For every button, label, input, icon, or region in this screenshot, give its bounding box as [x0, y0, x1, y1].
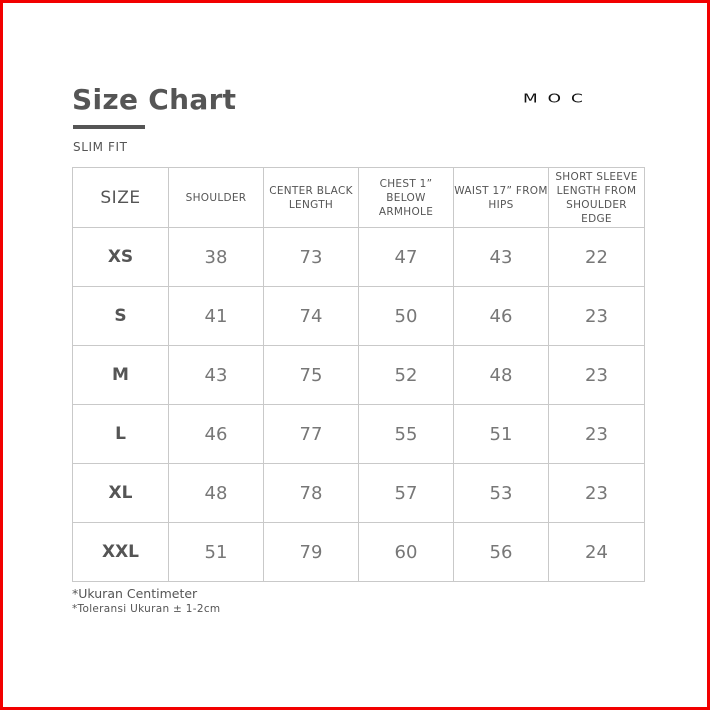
table-cell: 55: [359, 405, 454, 464]
table-cell: 43: [454, 228, 549, 287]
table-row: [73, 464, 645, 523]
table-cell: 48: [454, 346, 549, 405]
title-underline: [73, 125, 145, 129]
table-cell: 77: [264, 405, 359, 464]
table-cell: 47: [359, 228, 454, 287]
table-cell: 52: [359, 346, 454, 405]
column-header-chest: CHEST 1” BELOW ARMHOLE: [359, 168, 454, 228]
table-header-row: [73, 168, 645, 228]
table-row: [73, 523, 645, 582]
table-cell: 51: [454, 405, 549, 464]
size-label: XS: [73, 228, 169, 287]
size-label: L: [73, 405, 169, 464]
table-cell: 23: [549, 405, 645, 464]
size-table: [72, 167, 645, 582]
column-header-center-back-length: CENTER BLACK LENGTH: [264, 168, 359, 228]
table-cell: 46: [454, 287, 549, 346]
table-cell: 24: [549, 523, 645, 582]
table-cell: 46: [169, 405, 264, 464]
brand-logo: MOC: [523, 91, 593, 106]
page-title: Size Chart: [72, 83, 237, 116]
table-row: [73, 228, 645, 287]
table-cell: 75: [264, 346, 359, 405]
table-cell: 38: [169, 228, 264, 287]
fit-subtitle: SLIM FIT: [73, 140, 128, 154]
table-cell: 56: [454, 523, 549, 582]
table-cell: 50: [359, 287, 454, 346]
size-label: XL: [73, 464, 169, 523]
table-cell: 78: [264, 464, 359, 523]
table-cell: 79: [264, 523, 359, 582]
column-header-sleeve-length: SHORT SLEEVE LENGTH FROM SHOULDER EDGE: [549, 168, 645, 228]
column-header-size: SIZE: [73, 168, 169, 228]
size-label: XXL: [73, 523, 169, 582]
table-row: [73, 346, 645, 405]
tolerance-note: *Toleransi Ukuran ± 1-2cm: [72, 603, 221, 615]
table-row: [73, 405, 645, 464]
table-cell: 53: [454, 464, 549, 523]
unit-note: *Ukuran Centimeter: [72, 586, 198, 601]
table-cell: 23: [549, 287, 645, 346]
table-cell: 23: [549, 346, 645, 405]
table-cell: 23: [549, 464, 645, 523]
size-label: S: [73, 287, 169, 346]
table-cell: 60: [359, 523, 454, 582]
table-cell: 51: [169, 523, 264, 582]
column-header-waist: WAIST 17” FROM HIPS: [454, 168, 549, 228]
column-header-shoulder: SHOULDER: [169, 168, 264, 228]
table-cell: 43: [169, 346, 264, 405]
table-cell: 22: [549, 228, 645, 287]
table-cell: 73: [264, 228, 359, 287]
table-cell: 48: [169, 464, 264, 523]
size-label: M: [73, 346, 169, 405]
table-cell: 57: [359, 464, 454, 523]
table-row: [73, 287, 645, 346]
table-cell: 41: [169, 287, 264, 346]
table-cell: 74: [264, 287, 359, 346]
